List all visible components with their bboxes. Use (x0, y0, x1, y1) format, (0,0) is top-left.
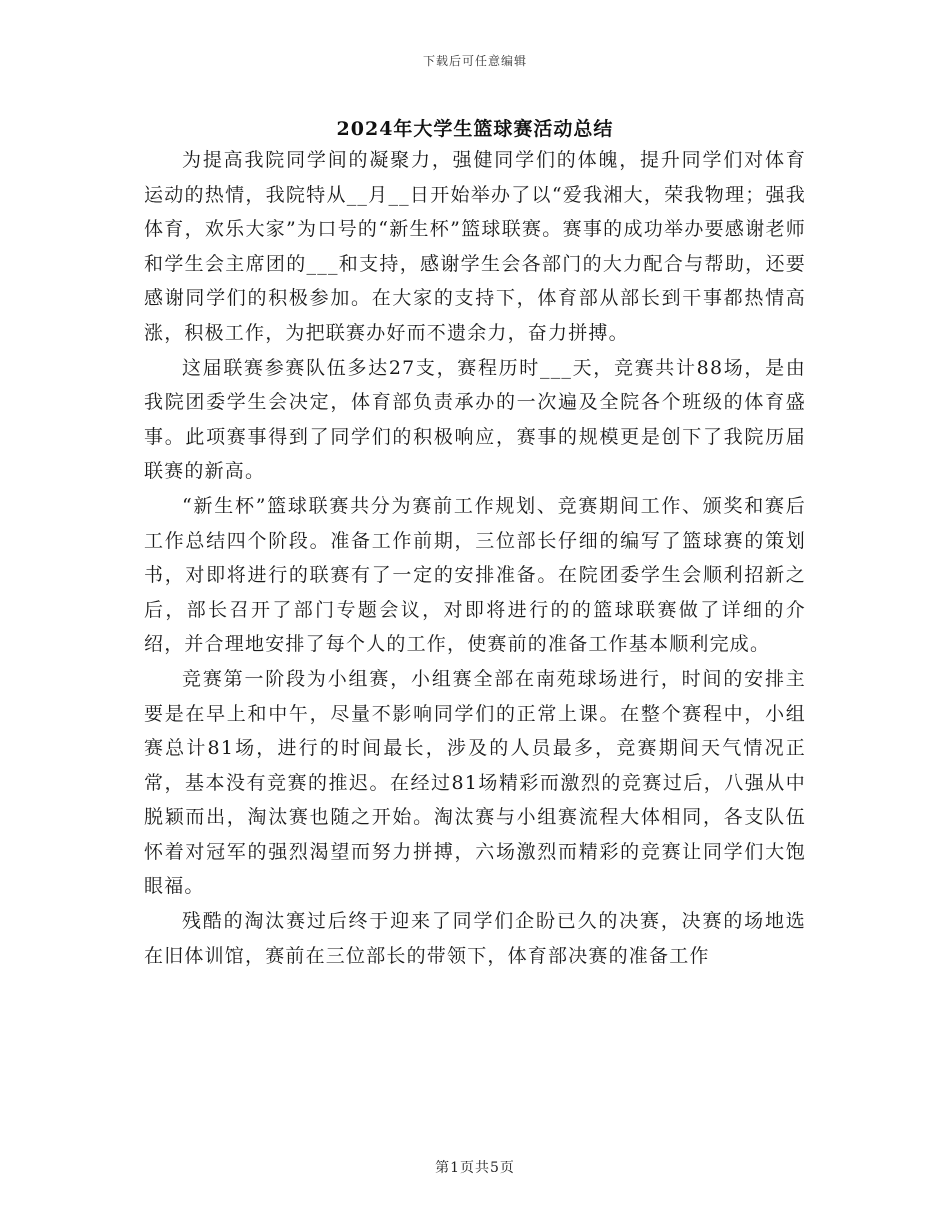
paragraph-1: 为提高我院同学间的凝聚力，强健同学们的体魄，提升同学们对体育运动的热情，我院特从__月__日开始举办了以“爱我湘大，荣我物理；强我体育，欢乐大家”为口号的“新生杯”篮球联赛。赛事的成功举办要感谢老师和学生会主席团的___和支持，感谢学生会各部门的大力配合与帮助，还要感谢同学们的积极参加。在大家的支持下，体育部从部长到干事都热情高涨，积极工作，为把联赛办好而不遗余力，奋力拼搏。 (144, 149, 806, 344)
header-note: 下载后可任意编辑 (422, 54, 527, 68)
document-title: 2024年大学生篮球赛活动总结 (336, 118, 614, 140)
page-footer: 第1页共5页 (435, 1160, 515, 1176)
document-body (144, 143, 806, 973)
paragraph-4: 竞赛第一阶段为小组赛，小组赛全部在南苑球场进行，时间的安排主要是在早上和中午，尽量不影响同学们的正常上课。在整个赛程中，小组赛总计81场，进行的时间最长，涉及的人员最多，竞赛期间天气情况正常，基本没有竞赛的推迟。在经过81场精彩而激烈的竞赛过后，八强从中脱颖而出，淘汰赛也随之开始。淘汰赛与小组赛流程大体相同，各支队伍怀着对冠军的强烈渴望而努力拼搏，六场激烈而精彩的竞赛让同学们大饱眼福。 (144, 667, 806, 898)
paragraph-2: 这届联赛参赛队伍多达27支，赛程历时___天，竞赛共计88场，是由我院团委学生会决定，体育部负责承办的一次遍及全院各个班级的体育盛事。此项赛事得到了同学们的积极响应，赛事的规模更是创下了我院历届联赛的新高。 (144, 356, 806, 483)
paragraph-5: 残酷的淘汰赛过后终于迎来了同学们企盼已久的决赛，决赛的场地选在旧体训馆，赛前在三位部长的带领下，体育部决赛的准备工作 (144, 910, 806, 967)
paragraph-3: “新生杯”篮球联赛共分为赛前工作规划、竞赛期间工作、颁奖和赛后工作总结四个阶段。准备工作前期，三位部长仔细的编写了篮球赛的策划书，对即将进行的联赛有了一定的安排准备。在院团委学生会顺利招新之后，部长召开了部门专题会议，对即将进行的的篮球联赛做了详细的介绍，并合理地安排了每个人的工作，使赛前的准备工作基本顺利完成。 (144, 494, 806, 656)
